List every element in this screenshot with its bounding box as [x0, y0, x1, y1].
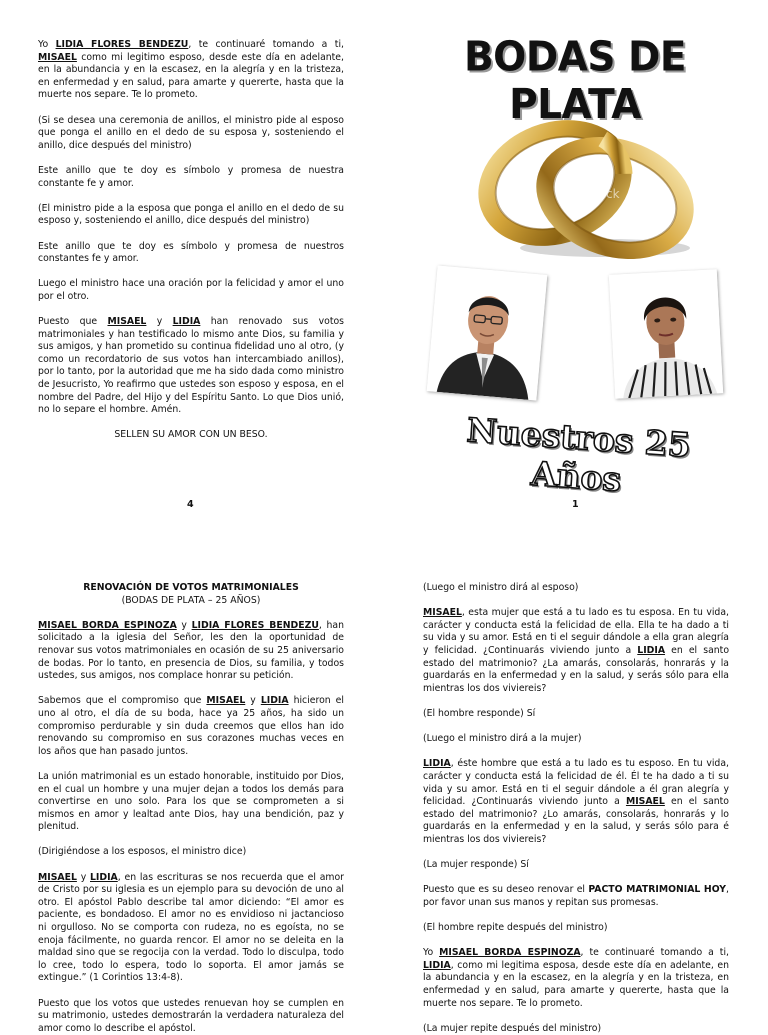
page-number-1: 1	[572, 499, 579, 510]
page-number-4: 4	[187, 499, 194, 510]
minister-direction: (Dirigiéndose a los esposos, el ministro dice)	[38, 846, 247, 858]
vows-column-page-4	[38, 39, 344, 442]
husband-repeats: (El hombre repite después del ministro)	[423, 922, 608, 934]
corinthians-paragraph: MISAEL y LIDIA, en las escrituras se nos recuerda que el amor de Cristo por su iglesia es un ejemplo para su devoción de uno al otro. El apóstol Pablo describe tal amor diciendo: “El amor es paciente, es bondadoso. El amor no es envidioso ni jactancioso ni orgulloso. No se comporta con rudeza, no es egoísta, no se enoja fácilmente, no guarda rencor. El amor no se deleita en la maldad sino que se regocija con la verdad. Todo lo disculpa, todo lo cree, todo lo espera, todo lo soporta. El amor jamás se extingue.” (1 Corintios 13:4-8).	[38, 871, 345, 984]
wife-photo	[609, 269, 723, 398]
kiss-line: SELLEN SU AMOR CON UN BESO.	[114, 429, 268, 441]
prayer-paragraph: Luego el ministro hace una oración por la felicidad y amor el uno por el otro.	[38, 278, 344, 302]
ring-instruction-husband: (Si se desea una ceremonia de anillos, el ministro pide al esposo que ponga el anillo en el dedo de su esposa y, sosteniendo el anillo, dice después del ministro)	[38, 114, 344, 151]
wife-response: (La mujer responde) Sí	[423, 859, 529, 871]
renewal-column-intro	[38, 582, 344, 1035]
minister-to-wife: (Luego el ministro dirá a la mujer)	[423, 733, 582, 745]
istock-watermark: iStock	[583, 187, 620, 201]
ring-instruction-wife: (El ministro pide a la esposa que ponga el anillo en el dedo de su esposo y, sosteniendo el anillo, dice después del ministro)	[38, 202, 344, 227]
husband-question: MISAEL, esta mujer que está a tu lado es tu esposa. En tu vida, carácter y conducta está la felicidad de ella. Ella te ha dado a ti su vida y su amor. Está en ti el seguir dándole a ella gran alegría y felicidad. ¿Continuarás viviendo junto a LIDIA en el santo estado del matrimonio? ¿La amarás, consolarás, honrarás y la guardarás en la enfermedad y en la salud, y serás sólo para ella mientras los dos viviereis?	[423, 607, 730, 694]
minister-to-husband: (Luego el ministro dirá al esposo)	[423, 582, 579, 593]
pronouncement-paragraph: Puesto que MISAEL y LIDIA han renovado sus votos matrimoniales y han testificado lo mismo ante Dios, su familia y sus amigos, y han prometido su continua fidelidad uno al otro, (y como un recordatorio de sus votos han intercambiado anillos), por lo tanto, por la autoridad que me ha sido dada como ministro de Jesucristo, Yo reafirmo que ustedes son esposo y esposa, en el nombre del Padre, del Hijo y del Espíritu Santo. Lo que Dios unió, no lo separe el hombre. Amén.	[38, 316, 344, 416]
wife-repeats: (La mujer repite después del ministro)	[423, 1022, 602, 1034]
cover-title: BODAS DE PLATA	[463, 33, 687, 129]
section-subheading: (BODAS DE PLATA – 25 AÑOS)	[121, 594, 261, 606]
ring-vow-wife: Este anillo que te doy es símbolo y promesa de nuestros constantes fe y amor.	[38, 240, 344, 265]
cover-subtitle: Nuestros 25 Años	[465, 410, 693, 500]
union-paragraph: La unión matrimonial es un estado honorable, instituido por Dios, en el cual un hombre y una mujer dejan a todos los demás para convertirse en uno solo. Para los que se comprometen a si mismos en amor y lealtad ante Dios, hay una bendición, paz y plenitud.	[38, 770, 344, 833]
renewal-column-vows	[423, 582, 729, 1035]
ring-vow-husband: Este anillo que te doy es símbolo y promesa de nuestra constante fe y amor.	[38, 164, 344, 189]
husband-photo	[427, 265, 548, 400]
intro-paragraph: MISAEL BORDA ESPINOZA y LIDIA FLORES BENDEZU, han solicitado a la iglesia del Señor, les den la oportunidad de renovar sus votos matrimoniales en ocasión de su 25 aniversario de bodas. Por lo tanto, en presencia de Dios, su familia, y todos ustedes, sus amigos, nos complace honrar su petición.	[38, 619, 344, 682]
section-heading: RENOVACIÓN DE VOTOS MATRIMONIALES	[83, 582, 299, 593]
bride-vow-paragraph: Yo LIDIA FLORES BENDEZU, te continuaré tomando a ti, MISAEL como mi legitimo esposo, desde este día en adelante, en la abundancia y en la escasez, en la alegría y en la tristeza, en enfermedad y en salud, para amarte y quererte, hasta que la muerte nos separe. Te lo prometo.	[38, 39, 344, 101]
wedding-rings-image	[455, 98, 705, 263]
commitment-paragraph: Sabemos que el compromiso que MISAEL y LIDIA hicieron el uno al otro, el día de su boda, hace ya 25 años, ha sido un compromiso perdurable y sin duda creemos que ellos han ido renovando su compromiso en sus corazones muchas veces en los años que han pasado juntos.	[38, 695, 344, 757]
husband-response: (El hombre responde) Sí	[423, 707, 536, 719]
wife-question: LIDIA, éste hombre que está a tu lado es tu esposo. En tu vida, carácter y conducta está la felicidad de él. Él te ha dado a ti su vida y su amor. Está en ti el seguir dándole a él gran alegría y felicidad. ¿Continuarás viviendo junto a MISAEL en el santo estado del matrimonio? ¿Lo amarás, consolarás, honrarás y lo guardarás en la enfermedad y en la salud, y serás sólo para é mientras los dos viviereis?	[423, 758, 729, 845]
pact-paragraph: Puesto que es su deseo renovar el PACTO MATRIMONIAL HOY, por favor unan sus manos y repitan sus promesas.	[423, 884, 729, 908]
groom-vow-paragraph: Yo MISAEL BORDA ESPINOZA, te continuaré tomando a ti, LIDIA, como mi legitima esposa, desde este día en adelante, en la abundancia y en la escasez, en la alegría y en la tristeza, en enfermedad y en salud, para amarte y quererte, hasta que la muerte nos separe. Te lo prometo.	[423, 947, 729, 1009]
closing-paragraph: Puesto que los votos que ustedes renuevan hoy se cumplen en su matrimonio, ustedes demostrarán la verdadera naturaleza del amor como lo describe el apóstol.	[38, 997, 344, 1034]
